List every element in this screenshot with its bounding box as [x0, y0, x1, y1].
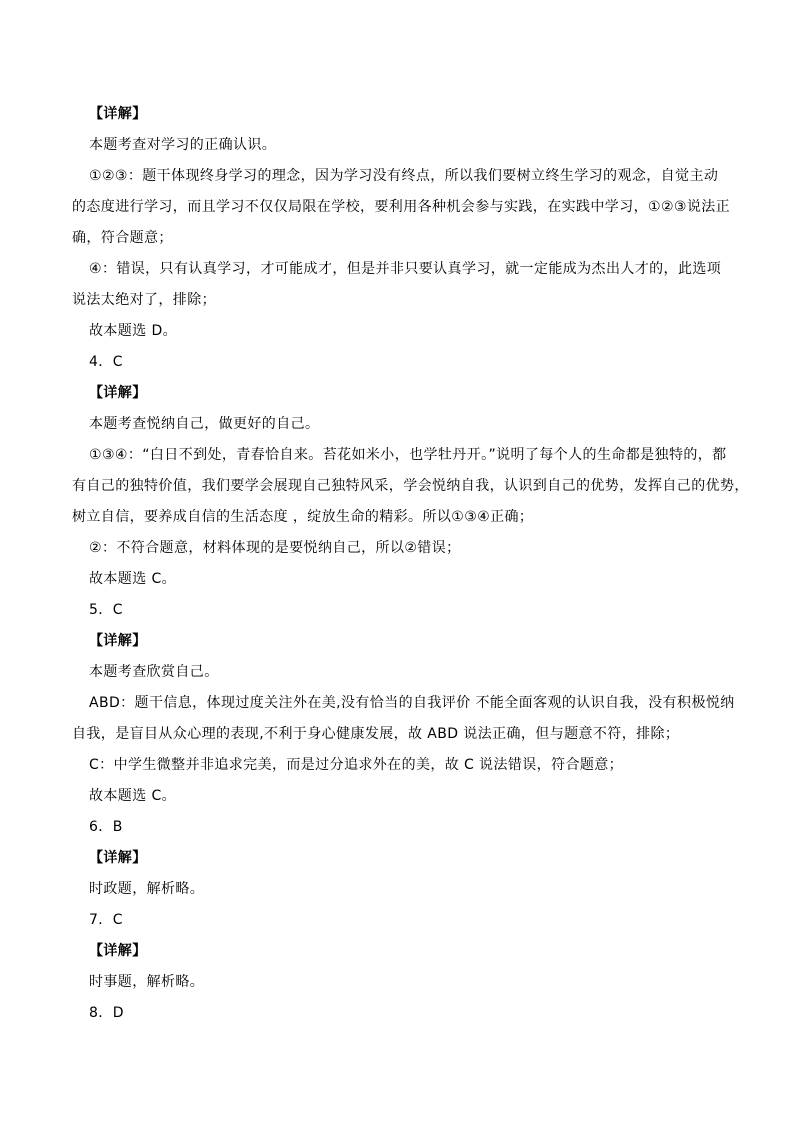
- paragraph-line: ABD：题干信息，体现过度关注外在美,没有恰当的自我评价 不能全面客观的认识自我，没有积极悦纳: [89, 695, 735, 711]
- paragraph-line: ①③④：“白日不到处，青春恰自来。苔花如米小，也学牡丹开。”说明了每个人的生命都是独特的，都: [89, 447, 727, 463]
- question-answer-number: 4．C: [89, 354, 123, 370]
- paragraph-line: 的态度进行学习，而且学习不仅仅局限在学校，要利用各种机会参与实践，在实践中学习，①②③说法正: [72, 199, 731, 215]
- section-heading-detail: 【详解】: [89, 385, 147, 401]
- section-heading-detail: 【详解】: [89, 633, 147, 649]
- paragraph-line: 有自己的独特价值，我们要学会展现自己独特风采，学会悦纳自我，认识到自己的优势，发挥自己的优势，: [72, 478, 749, 494]
- question-answer-number: 8．D: [89, 1005, 124, 1021]
- paragraph-line: 时事题，解析略。: [89, 974, 205, 990]
- paragraph-line: ①②③：题干体现终身学习的理念，因为学习没有终点，所以我们要树立终生学习的观念，自觉主动: [89, 168, 719, 184]
- paragraph-line: ④：错误，只有认真学习，才可能成才，但是并非只要认真学习，就一定能成为杰出人才的，此选项: [89, 261, 722, 277]
- paragraph-line: C：中学生微整并非追求完美，而是过分追求外在的美，故 C 说法错误，符合题意；: [89, 757, 624, 773]
- question-answer-number: 7．C: [89, 912, 123, 928]
- section-heading-detail: 【详解】: [89, 850, 147, 866]
- question-answer-number: 5．C: [89, 602, 123, 618]
- answer-conclusion: 故本题选 D。: [89, 323, 178, 339]
- answer-conclusion: 故本题选 C。: [89, 571, 177, 587]
- paragraph-line: 自我，是盲目从众心理的表现,不利于身心健康发展，故 ABD 说法正确，但与题意不符，排除；: [72, 726, 680, 742]
- paragraph-line: 确，符合题意；: [72, 230, 173, 246]
- paragraph-line: 本题考查欣赏自己。: [89, 664, 219, 680]
- paragraph-line: ②：不符合题意，材料体现的是要悦纳自己，所以②错误；: [89, 540, 461, 556]
- section-heading-detail: 【详解】: [89, 106, 147, 122]
- paragraph-line: 树立自信，要养成自信的生活态度 ，绽放生命的精彩。所以①③④正确；: [72, 509, 534, 525]
- paragraph-line: 本题考查悦纳自己，做更好的自己。: [89, 416, 320, 432]
- section-heading-detail: 【详解】: [89, 943, 147, 959]
- paragraph-line: 说法太绝对了，排除；: [72, 292, 216, 308]
- paragraph-line: 本题考查对学习的正确认识。: [89, 137, 277, 153]
- answer-conclusion: 故本题选 C。: [89, 788, 177, 804]
- paragraph-line: 时政题，解析略。: [89, 881, 205, 897]
- question-answer-number: 6．B: [89, 819, 123, 835]
